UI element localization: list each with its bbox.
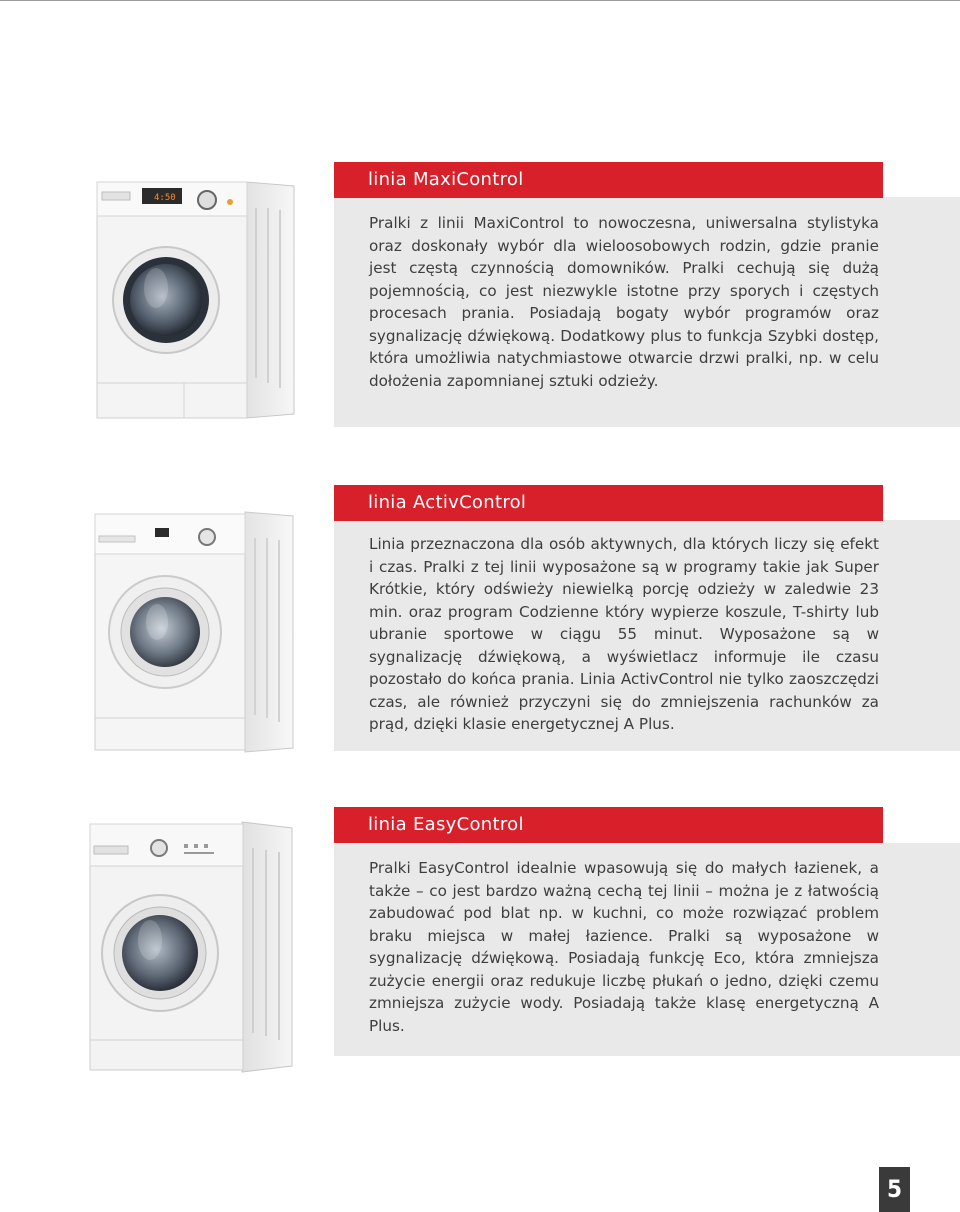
section-text-maxicontrol: Pralki z linii MaxiControl to nowoczesna, uniwersalna stylistyka oraz doskonały wybór dla wieloosobowych rodzin, gdzie pranie jest częstą czynnością domowników. Pralki cechują się dużą pojemnością, co jest niezwykle istotne przy sporych i częstych procesach prania. Posiadają bogaty wybór programów oraz sygnalizację dźwiękową. Dodatkowy plus to funkcja Szybki dostęp, która umożliwia natychmiastowe otwarcie drzwi pralki, np. w celu dołożenia zapomnianej sztuki odzieży. — [369, 214, 879, 390]
washing-machine-activcontrol-image — [93, 510, 297, 754]
section-heading-activcontrol: linia ActivControl — [334, 485, 883, 521]
washing-machine-maxicontrol-image — [94, 178, 298, 422]
section-heading-easycontrol: linia EasyControl — [334, 807, 883, 843]
section-text-easycontrol: Pralki EasyControl idealnie wpasowują się do małych łazienek, a także – co jest bardzo ważną cechą tej linii – można je z łatwością zabudować pod blat np. w kuchni, co może rozwiązać problem braku miejsca w małej łazience. Pralki są wyposażone w sygnalizację dźwiękową. Posiadają funkcję Eco, która zmniejsza zużycie energii oraz redukuje liczbę płukań o jedno, dzięki czemu zmniejsza zużycie wody. Posiadają także klasę energetyczną A Plus. — [369, 859, 879, 1035]
section-heading-maxicontrol: linia MaxiControl — [334, 162, 883, 198]
svg-text:4:50: 4:50 — [154, 193, 176, 203]
page-number: 5 — [879, 1167, 910, 1212]
top-rule — [0, 0, 960, 1]
section-text-activcontrol: Linia przeznaczona dla osób aktywnych, dla których liczy się efekt i czas. Pralki z tej linii wyposażone są w programy takie jak Super Krótkie, który odświeży niewielką porcję odzieży w zaledwie 23 min. oraz program Codzienne który wypierze koszule, T-shirty lub ubranie sportowe w ciągu 55 minut. Wyposażone są w sygnalizację dźwiękową, a wyświetlacz informuje ile czasu pozostało do końca prania. Linia ActivControl nie tylko zaoszczędzi czas, ale również przyczyni się do zmniejszenia rachunków za prąd, dzięki klasie energetycznej A Plus. — [369, 535, 879, 733]
washing-machine-easycontrol-image — [88, 818, 296, 1074]
